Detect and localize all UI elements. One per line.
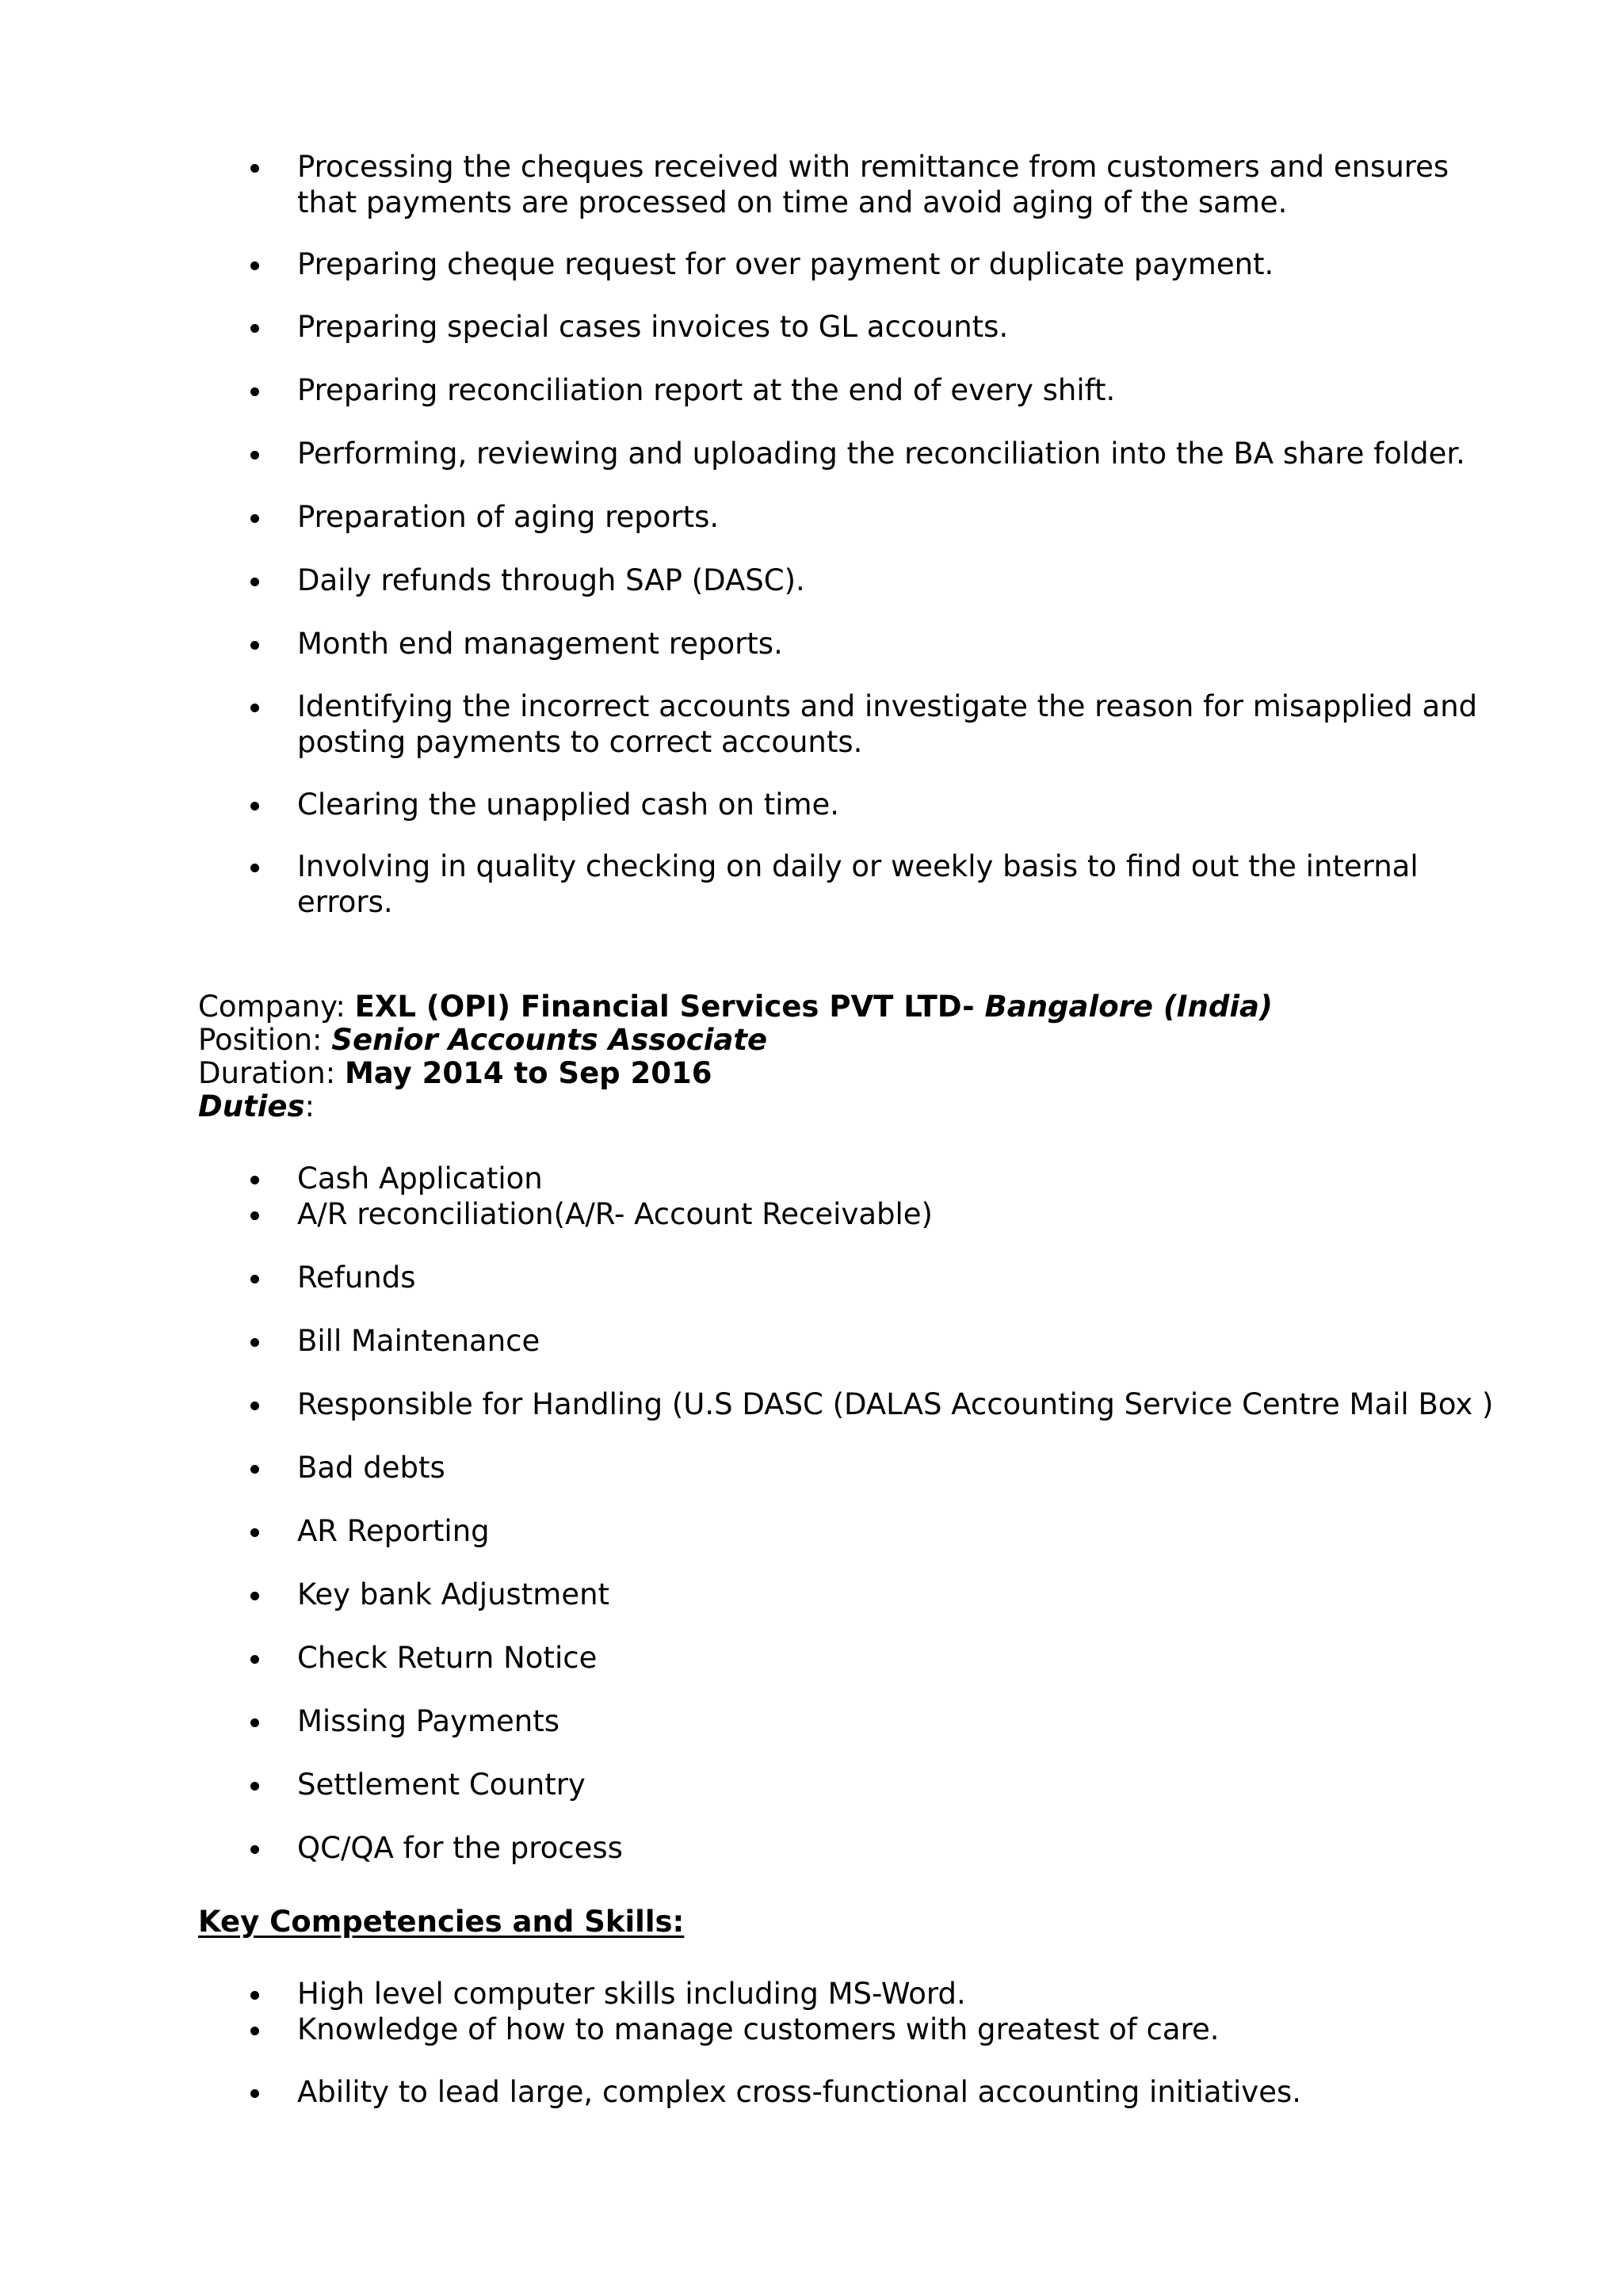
duties-colon: : xyxy=(304,1089,315,1123)
list-item-text: Check Return Notice xyxy=(297,1641,598,1675)
bullet-icon xyxy=(250,2027,259,2035)
bullet-icon xyxy=(250,1528,259,1537)
duration-value: May 2014 to Sep 2016 xyxy=(344,1056,712,1090)
bullet-icon xyxy=(250,1338,259,1347)
bullet-icon xyxy=(250,1991,259,2000)
list-item-text: Bad debts xyxy=(297,1451,445,1485)
bullet-icon xyxy=(250,1275,259,1283)
bullet-icon xyxy=(250,2089,259,2098)
position-label: Position: xyxy=(198,1023,332,1057)
list-item-text: Performing, reviewing and uploading the reconciliation into the BA share folder. xyxy=(297,437,1465,471)
bullet-icon xyxy=(250,164,259,173)
bullet-icon xyxy=(250,451,259,460)
list-item-text: Daily refunds through SAP (DASC). xyxy=(297,563,805,597)
list-item-text: Preparing cheque request for over payment or duplicate payment. xyxy=(297,247,1274,281)
bullet-icon xyxy=(250,1782,259,1791)
list-item-text: Responsible for Handling (U.S DASC (DALAS Accounting Service Centre Mail Box ) xyxy=(297,1387,1494,1421)
list-item-text: Identifying the incorrect accounts and investigate the reason for misapplied and posting payments to correct accounts. xyxy=(297,689,1478,759)
list-item-text: Preparing reconciliation report at the end of every shift. xyxy=(297,373,1116,407)
list-item-text: Clearing the unapplied cash on time. xyxy=(297,788,840,822)
bullet-icon xyxy=(250,261,259,270)
bullet-icon xyxy=(250,802,259,810)
company-location: Bangalore (India) xyxy=(984,990,1273,1024)
bullet-icon xyxy=(250,1845,259,1854)
duties-label: Duties xyxy=(198,1089,305,1123)
bullet-icon xyxy=(250,641,259,650)
duration-line xyxy=(198,1057,712,1090)
position-line xyxy=(198,1024,767,1057)
list-item-text: Processing the cheques received with remittance from customers and ensures that payments are processed on time and avoid aging of the same. xyxy=(297,150,1449,219)
company-name: EXL (OPI) Financial Services PVT LTD- xyxy=(354,990,985,1024)
bullet-icon xyxy=(250,1465,259,1474)
list-item-text: Cash Application xyxy=(297,1161,543,1196)
position-value: Senior Accounts Associate xyxy=(331,1023,768,1057)
bullet-icon xyxy=(250,1655,259,1664)
list-item-text: Knowledge of how to manage customers with greatest of care. xyxy=(297,2012,1220,2046)
list-item-text: Month end management reports. xyxy=(297,627,783,661)
company-line xyxy=(198,990,1273,1024)
bullet-icon xyxy=(250,1211,259,1220)
list-item-text: Missing Payments xyxy=(297,1704,559,1738)
bullet-icon xyxy=(250,1402,259,1410)
bullet-icon xyxy=(250,514,259,523)
list-item-text: Preparing special cases invoices to GL accounts. xyxy=(297,310,1009,344)
list-item-text: Refunds xyxy=(297,1261,416,1295)
list-item-text: Ability to lead large, complex cross-functional accounting initiatives. xyxy=(297,2075,1301,2109)
company-label: Company: xyxy=(198,990,355,1024)
skills-heading: Key Competencies and Skills: xyxy=(198,1905,685,1939)
list-item-text: QC/QA for the process xyxy=(297,1831,623,1865)
bullet-icon xyxy=(250,324,259,333)
bullet-icon xyxy=(250,578,259,586)
list-item-text: Settlement Country xyxy=(297,1768,586,1802)
duties-line xyxy=(198,1090,315,1123)
list-item-text: Preparation of aging reports. xyxy=(297,500,720,534)
bullet-icon xyxy=(250,1718,259,1727)
list-item-text: Key bank Adjustment xyxy=(297,1577,610,1611)
list-item-text: Bill Maintenance xyxy=(297,1324,540,1358)
bullet-icon xyxy=(250,704,259,712)
list-item-text: AR Reporting xyxy=(297,1514,490,1548)
list-item-text: High level computer skills including MS-Word. xyxy=(297,1977,966,2011)
bullet-icon xyxy=(250,387,259,396)
list-item-text: A/R reconciliation(A/R- Account Receivable) xyxy=(297,1197,933,1231)
bullet-icon xyxy=(250,1176,259,1184)
duration-label: Duration: xyxy=(198,1056,345,1090)
bullet-icon xyxy=(250,1592,259,1600)
list-item-text: Involving in quality checking on daily or weekly basis to find out the internal errors. xyxy=(297,849,1419,919)
bullet-icon xyxy=(250,864,259,872)
